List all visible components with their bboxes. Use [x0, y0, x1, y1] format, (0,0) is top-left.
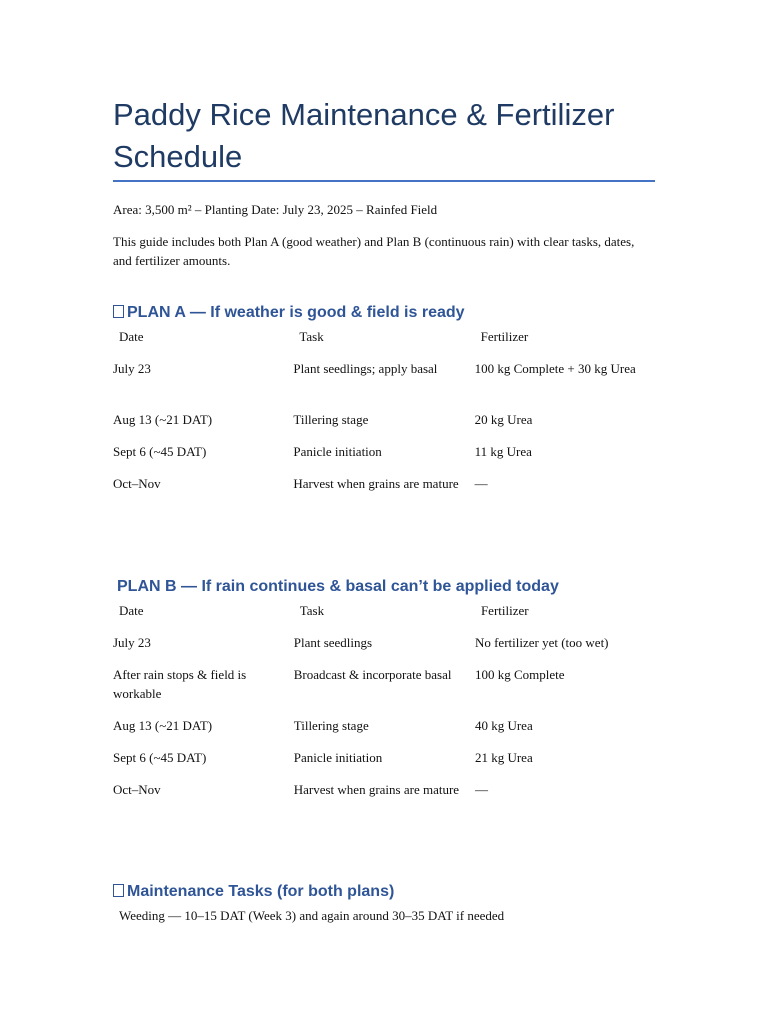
cell-task: Plant seedlings; apply basal — [293, 361, 438, 376]
cell-task: Tillering stage — [293, 718, 369, 733]
column-header-fertilizer: Fertilizer — [480, 603, 529, 618]
cell-fertilizer: 11 kg Urea — [474, 444, 532, 459]
table-header-row — [113, 601, 655, 633]
table-row — [113, 410, 655, 442]
maintenance-heading-text: Maintenance Tasks (for both plans) — [127, 883, 395, 900]
cell-fertilizer: 40 kg Urea — [474, 718, 533, 733]
cell-fertilizer: 100 kg Complete + 30 kg Urea — [474, 361, 636, 376]
cell-fertilizer: 100 kg Complete — [474, 667, 565, 682]
title-underline — [113, 180, 655, 182]
cell-task: Tillering stage — [293, 412, 369, 427]
intro-paragraph: This guide includes both Plan A (good weather) and Plan B (continuous rain) with clear tasks, dates, and fertilizer amounts. — [113, 234, 635, 268]
cell-task: Broadcast & incorporate basal — [293, 667, 452, 682]
cell-task: Harvest when grains are mature — [293, 782, 460, 797]
cell-fertilizer: — — [474, 782, 488, 797]
cell-date: July 23 — [113, 361, 151, 376]
maintenance-item-weeding: Weeding — 10–15 DAT (Week 3) and again around 30–35 DAT if needed — [119, 908, 505, 923]
plan-a-heading — [113, 303, 465, 323]
cell-date: Oct–Nov — [113, 782, 161, 797]
missing-glyph-box-icon — [113, 884, 124, 897]
document-title: Paddy Rice Maintenance & Fertilizer Schedule — [113, 97, 615, 174]
meta-line: Area: 3,500 m² – Planting Date: July 23, 2025 – Rainfed Field — [113, 202, 438, 217]
cell-date: After rain stops & field is workable — [113, 667, 247, 701]
cell-date: Aug 13 (~21 DAT) — [113, 412, 213, 427]
missing-glyph-box-icon — [113, 305, 124, 318]
column-header-date: Date — [119, 329, 144, 344]
cell-task: Panicle initiation — [293, 444, 382, 459]
plan-a-table — [113, 327, 655, 506]
plan-a-heading-text: PLAN A — If weather is good & field is ready — [127, 304, 465, 321]
cell-date: July 23 — [113, 635, 151, 650]
cell-date: Oct–Nov — [113, 476, 161, 491]
cell-date: Aug 13 (~21 DAT) — [113, 718, 213, 733]
cell-fertilizer: 20 kg Urea — [474, 412, 533, 427]
table-header-row — [113, 327, 655, 359]
plan-b-heading: PLAN B — If rain continues & basal can’t be applied today — [117, 578, 559, 595]
cell-date: Sept 6 (~45 DAT) — [113, 750, 207, 765]
cell-date: Sept 6 (~45 DAT) — [113, 444, 207, 459]
table-row — [113, 748, 655, 780]
table-row — [113, 474, 655, 506]
table-row — [113, 359, 655, 410]
table-row — [113, 633, 655, 665]
table-row — [113, 665, 655, 716]
column-header-fertilizer: Fertilizer — [480, 329, 529, 344]
maintenance-heading — [113, 882, 394, 902]
column-header-date: Date — [119, 603, 144, 618]
cell-fertilizer: 21 kg Urea — [474, 750, 533, 765]
column-header-task: Task — [299, 603, 325, 618]
cell-task: Panicle initiation — [293, 750, 383, 765]
table-row — [113, 442, 655, 474]
cell-fertilizer: No fertilizer yet (too wet) — [474, 635, 609, 650]
cell-task: Harvest when grains are mature — [293, 476, 459, 491]
table-row — [113, 780, 655, 812]
cell-task: Plant seedlings — [293, 635, 373, 650]
table-row — [113, 716, 655, 748]
plan-b-table — [113, 601, 655, 812]
cell-fertilizer: — — [474, 476, 488, 491]
column-header-task: Task — [299, 329, 324, 344]
